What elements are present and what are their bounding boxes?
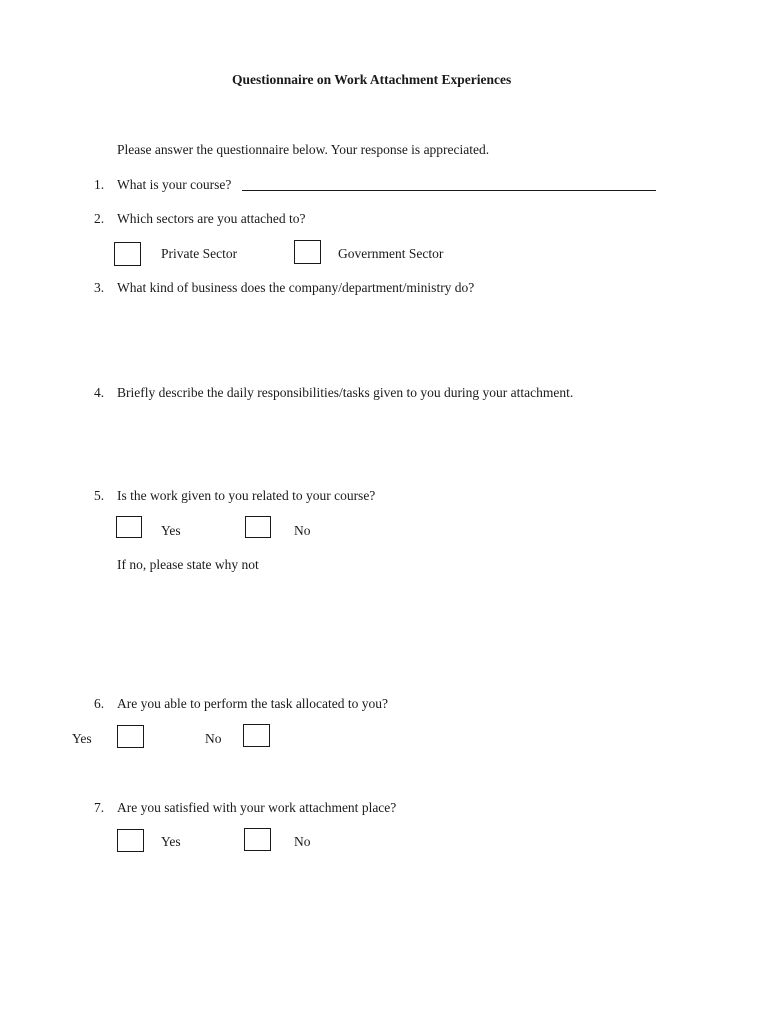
q6-yes-checkbox[interactable] bbox=[117, 725, 144, 748]
q5-no-checkbox[interactable] bbox=[245, 516, 271, 538]
q5-followup-text: If no, please state why not bbox=[117, 557, 259, 572]
q6-yes-label: Yes bbox=[72, 731, 92, 746]
government-sector-checkbox[interactable] bbox=[294, 240, 321, 264]
question-5-number: 5. bbox=[94, 488, 105, 503]
q6-no-checkbox[interactable] bbox=[243, 724, 270, 747]
question-4-text: Briefly describe the daily responsibilities/tasks given to you during your attachment. bbox=[117, 385, 574, 400]
question-6-text: Are you able to perform the task allocated to you? bbox=[117, 696, 389, 711]
q5-no-label: No bbox=[294, 523, 311, 538]
q5-yes-label: Yes bbox=[161, 523, 181, 538]
private-sector-label: Private Sector bbox=[161, 246, 238, 261]
question-6-number: 6. bbox=[94, 696, 105, 711]
question-1-text: What is your course? bbox=[117, 177, 232, 192]
question-2-text: Which sectors are you attached to? bbox=[117, 211, 306, 226]
question-5-text: Is the work given to you related to your course? bbox=[117, 488, 376, 503]
question-3-text: What kind of business does the company/department/ministry do? bbox=[117, 280, 475, 295]
q7-yes-checkbox[interactable] bbox=[117, 829, 144, 852]
question-7-text: Are you satisfied with your work attachment place? bbox=[117, 800, 397, 815]
government-sector-label: Government Sector bbox=[338, 246, 444, 261]
question-4-number: 4. bbox=[94, 385, 105, 400]
intro-text: Please answer the questionnaire below. Your response is appreciated. bbox=[117, 142, 490, 157]
private-sector-checkbox[interactable] bbox=[114, 242, 141, 266]
q5-yes-checkbox[interactable] bbox=[116, 516, 142, 538]
question-3-number: 3. bbox=[94, 280, 105, 295]
q7-no-label: No bbox=[294, 834, 311, 849]
question-7-number: 7. bbox=[94, 800, 105, 815]
question-1-number: 1. bbox=[94, 177, 105, 192]
page-title: Questionnaire on Work Attachment Experiences bbox=[232, 72, 512, 87]
course-answer-line[interactable] bbox=[242, 190, 656, 191]
q7-yes-label: Yes bbox=[161, 834, 181, 849]
question-2-number: 2. bbox=[94, 211, 105, 226]
q7-no-checkbox[interactable] bbox=[244, 828, 271, 851]
q6-no-label: No bbox=[205, 731, 222, 746]
